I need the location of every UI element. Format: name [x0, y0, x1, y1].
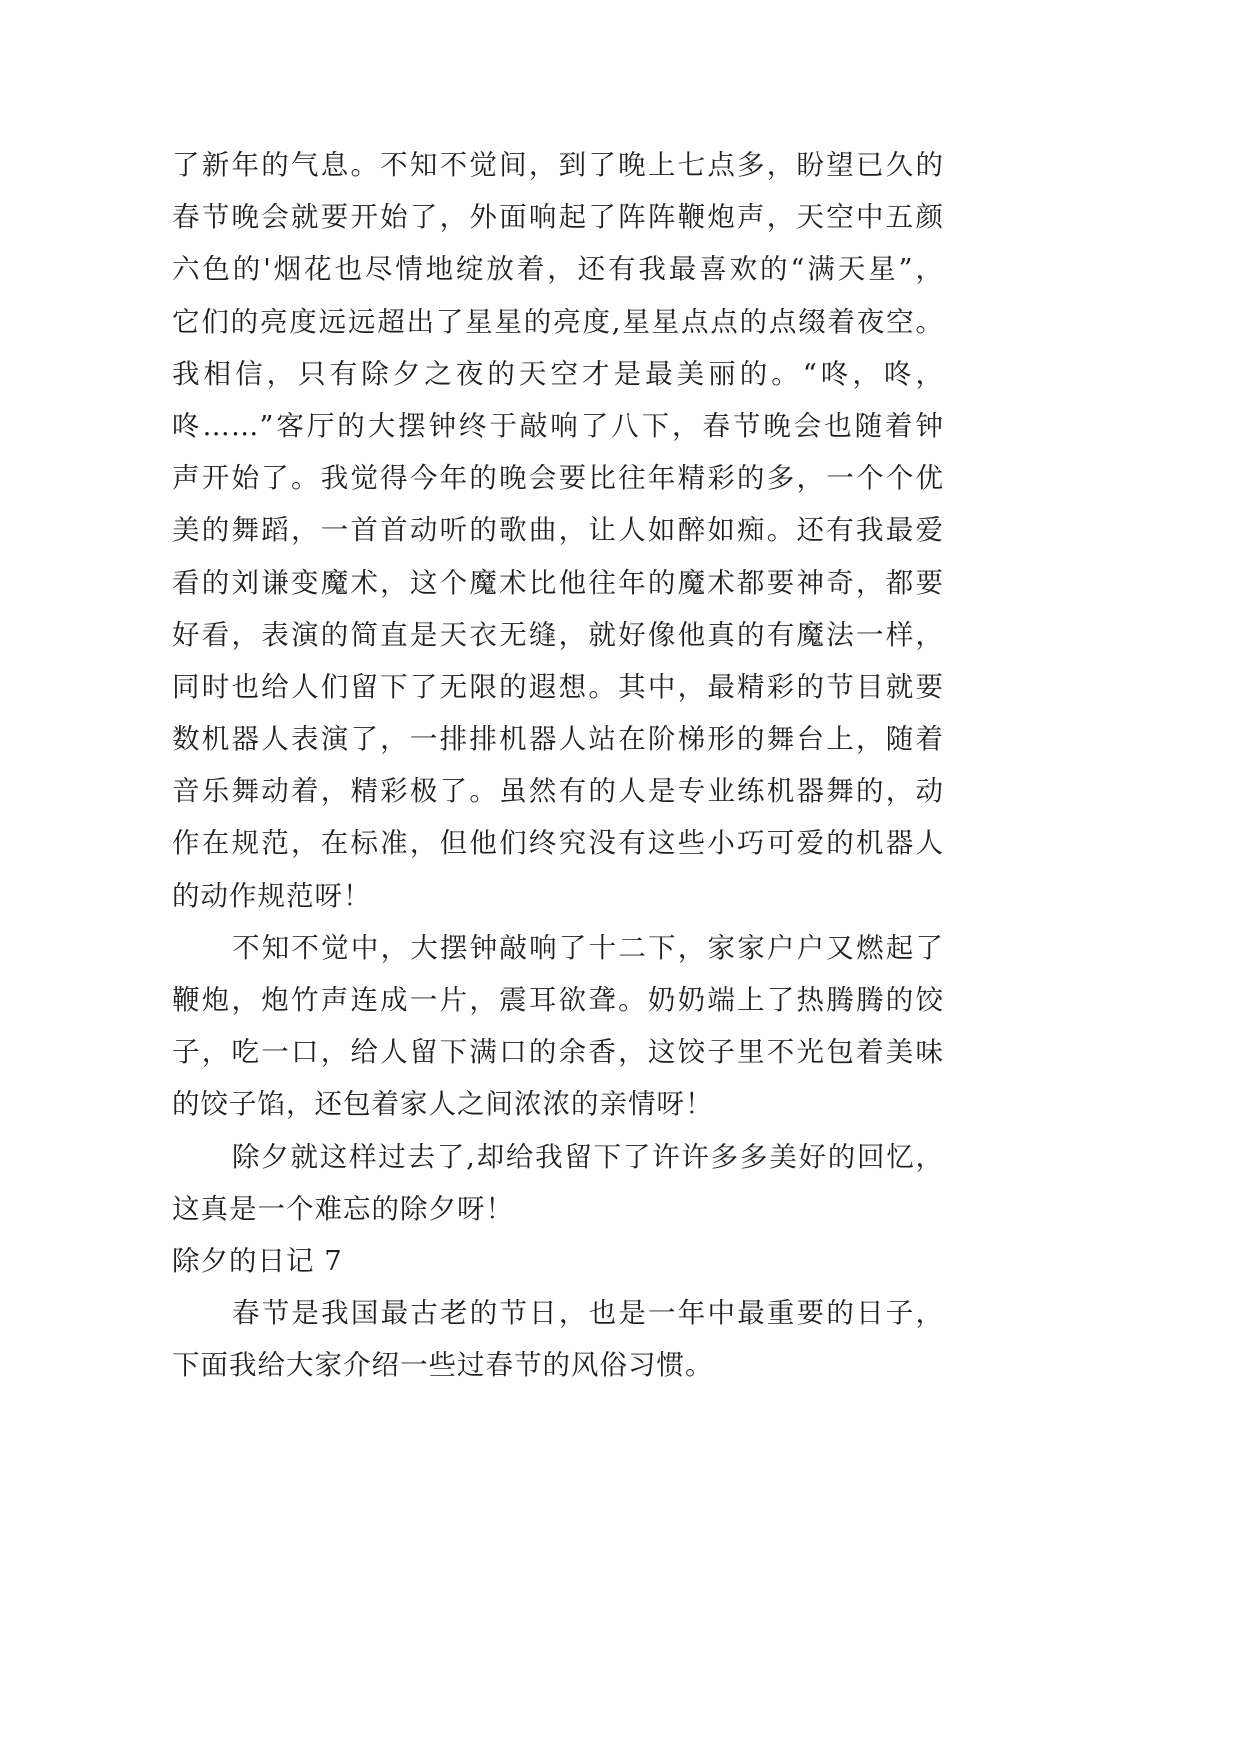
text-line: 的饺子馅，还包着家人之间浓浓的亲情呀！	[172, 1088, 714, 1121]
text-line: 好看，表演的简直是天衣无缝，就好像他真的有魔法一样，	[172, 618, 944, 651]
text-line: 了新年的气息。不知不觉间，到了晚上七点多，盼望已久的	[172, 149, 944, 181]
paragraph-4	[172, 1287, 944, 1391]
text-line: 的动作规范呀！	[172, 879, 372, 912]
text-line: 春节是我国最古老的节日，也是一年中最重要的日子，	[232, 1297, 944, 1330]
text-line: 咚……”客厅的大摆钟终于敲响了八下，春节晚会也随着钟	[172, 409, 944, 442]
paragraph-3	[172, 1131, 944, 1235]
text-line: 鞭炮，炮竹声连成一片，震耳欲聋。奶奶端上了热腾腾的饺	[172, 984, 944, 1016]
text-line: 六色的'烟花也尽情地绽放着，还有我最喜欢的“满天星”，	[172, 253, 944, 286]
paragraph-1	[172, 139, 944, 922]
body-text	[172, 139, 944, 1392]
text-line: 音乐舞动着，精彩极了。虽然有的人是专业练机器舞的，动	[172, 775, 944, 808]
text-line: 除夕就这样过去了,却给我留下了许许多多美好的回忆，	[232, 1140, 944, 1173]
text-line: 作在规范，在标准，但他们终究没有这些小巧可爱的机器人	[172, 827, 944, 860]
paragraph-2	[172, 922, 944, 1131]
text-line: 下面我给大家介绍一些过春节的风俗习惯。	[172, 1349, 714, 1382]
text-line: 不知不觉中，大摆钟敲响了十二下，家家户户又燃起了	[232, 931, 944, 964]
text-line: 我相信，只有除夕之夜的天空才是最美丽的。“咚，咚，	[172, 357, 944, 390]
text-line: 同时也给人们留下了无限的遐想。其中，最精彩的节目就要	[172, 670, 944, 703]
text-line: 数机器人表演了，一排排机器人站在阶梯形的舞台上，随着	[172, 723, 944, 756]
text-line: 春节晚会就要开始了，外面响起了阵阵鞭炮声，天空中五颜	[172, 201, 944, 234]
section-heading: 除夕的日记 7	[172, 1244, 343, 1277]
text-line: 美的舞蹈，一首首动听的歌曲，让人如醉如痴。还有我最爱	[172, 514, 944, 547]
text-line: 它们的亮度远远超出了星星的亮度,星星点点的点缀着夜空。	[172, 305, 944, 338]
text-line: 声开始了。我觉得今年的晚会要比往年精彩的多，一个个优	[172, 462, 944, 495]
text-line: 子，吃一口，给人留下满口的余香，这饺子里不光包着美味	[172, 1036, 944, 1069]
text-line: 看的刘谦变魔术，这个魔术比他往年的魔术都要神奇，都要	[172, 566, 944, 599]
text-line: 这真是一个难忘的除夕呀！	[172, 1192, 514, 1225]
